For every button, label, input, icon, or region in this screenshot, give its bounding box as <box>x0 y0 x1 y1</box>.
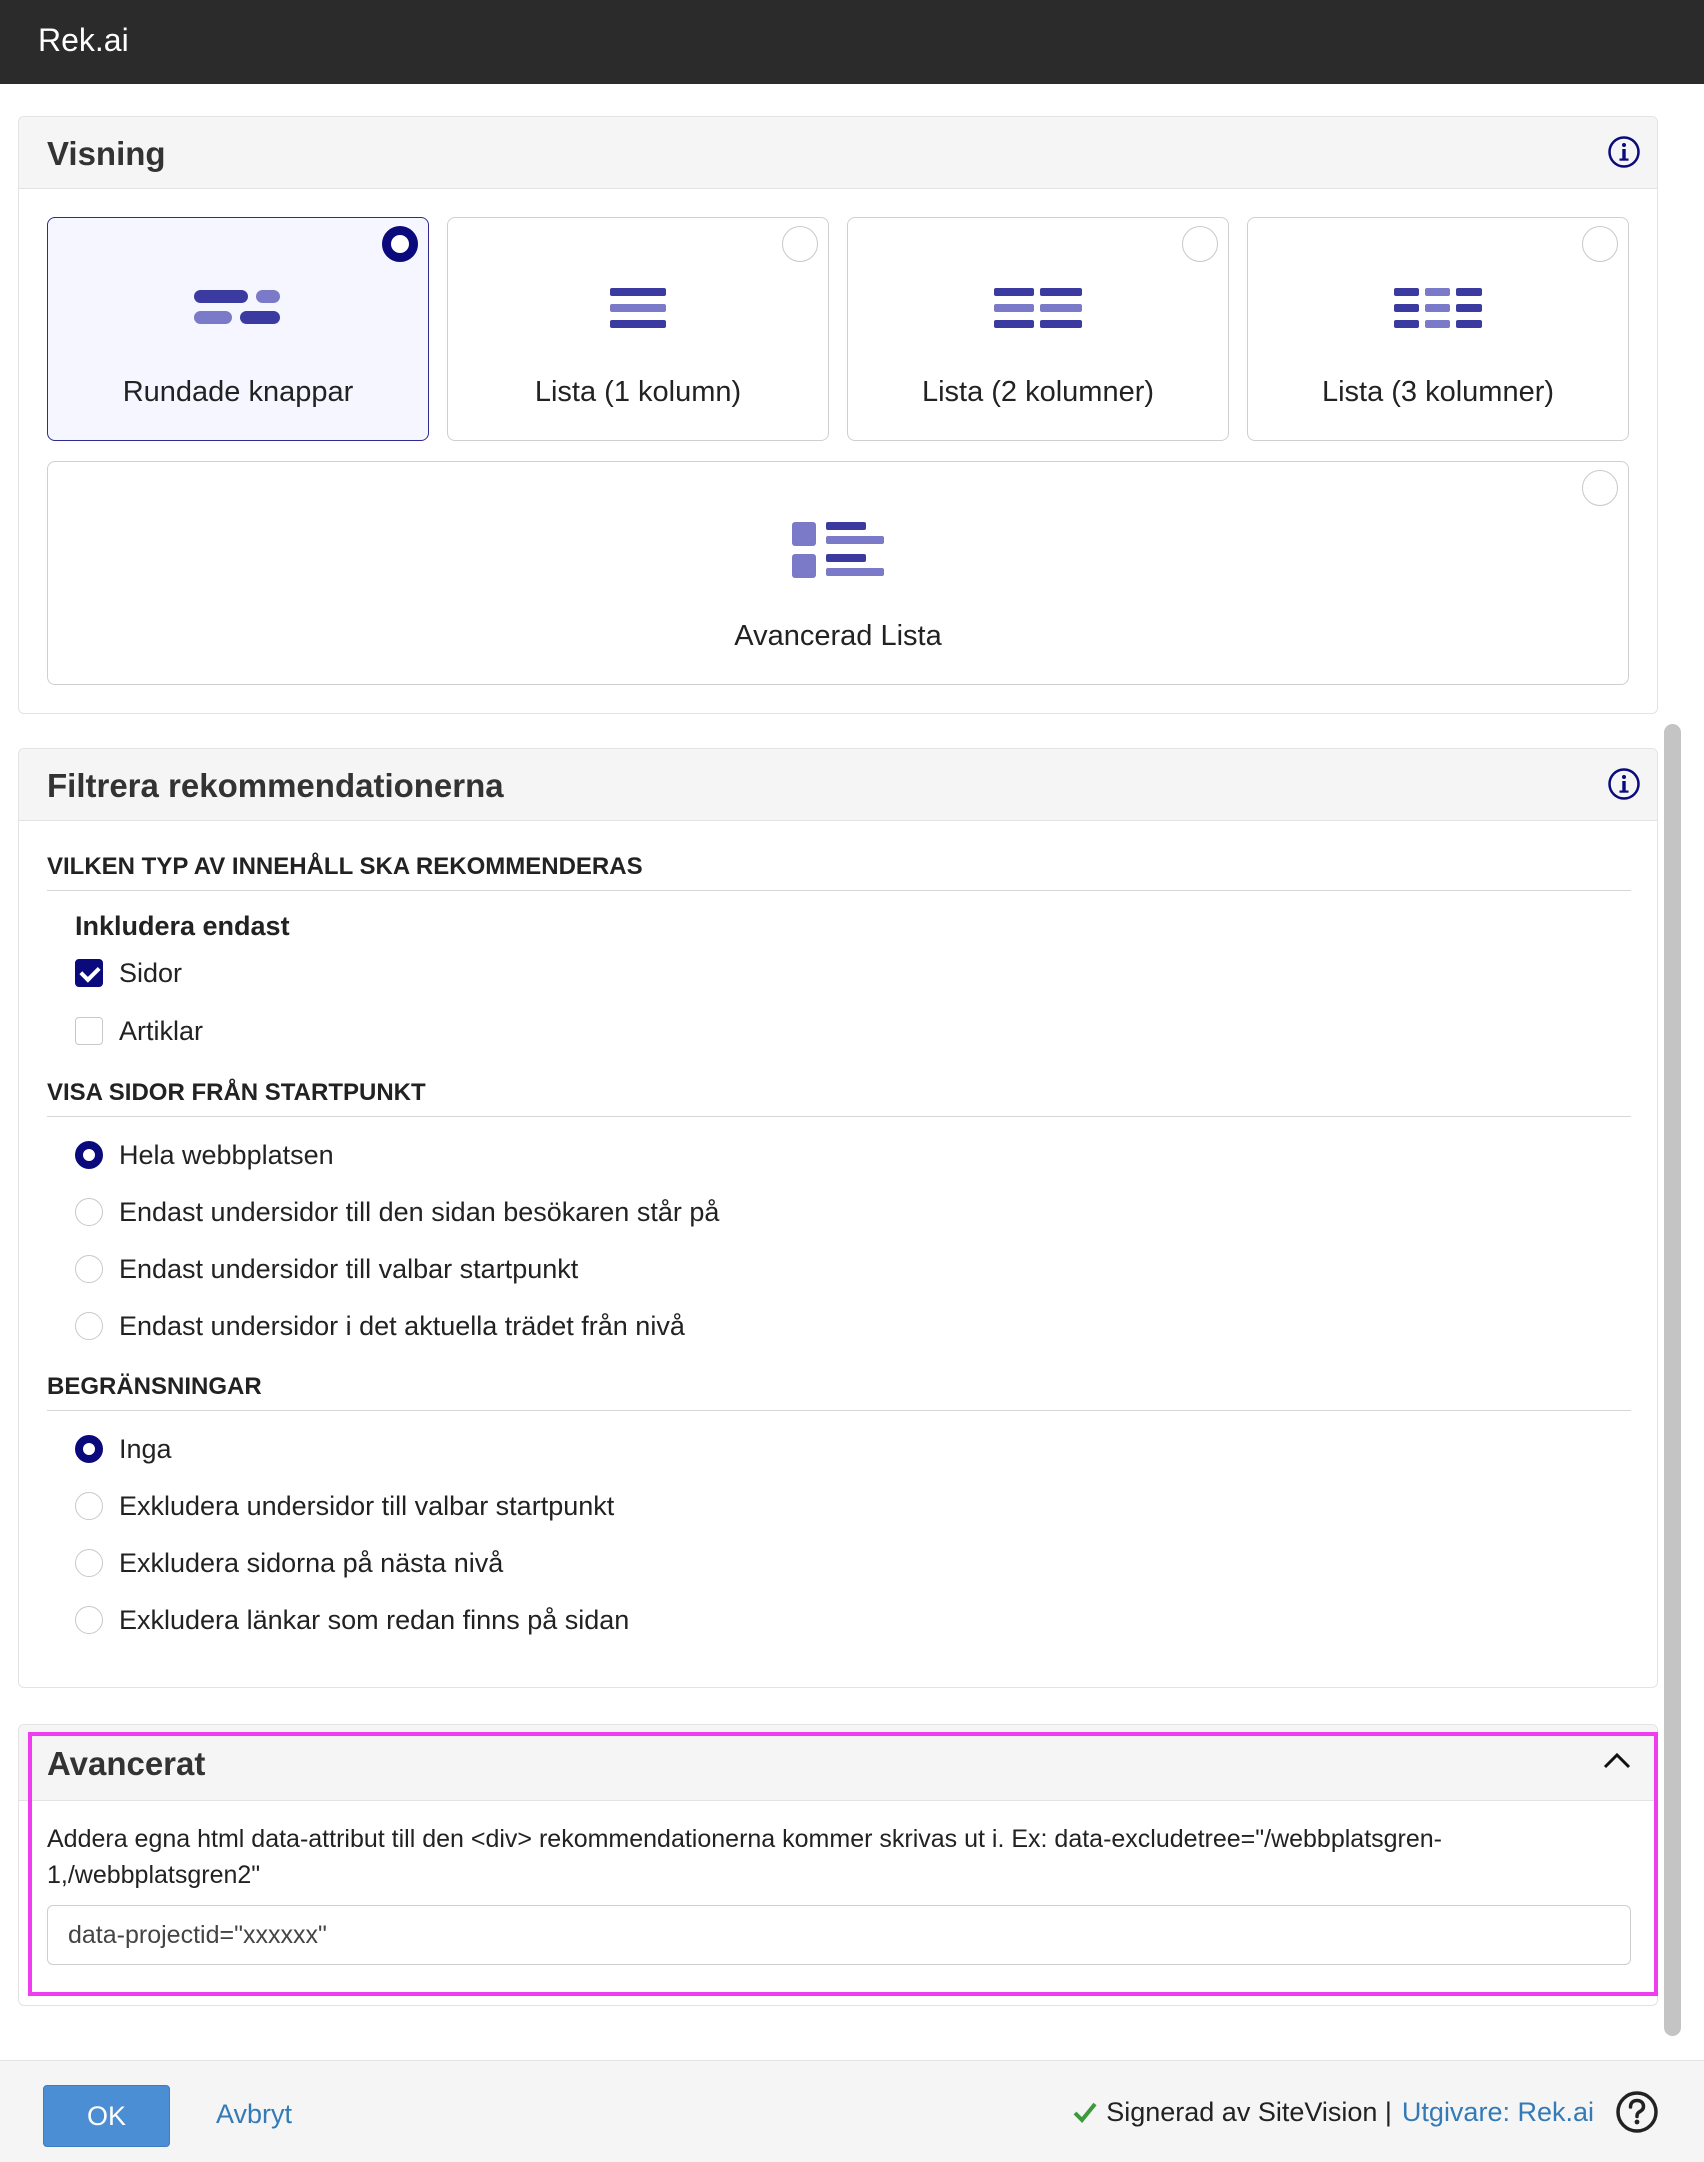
option-label: Lista (3 kolumner) <box>1321 376 1555 408</box>
radio-hela-webbplatsen[interactable] <box>75 1137 334 1173</box>
visning-panel <box>18 116 1658 714</box>
radio-unselected[interactable] <box>75 1606 103 1634</box>
checkbox-checked[interactable] <box>75 959 103 987</box>
list-one-column-icon <box>610 286 666 332</box>
layout-option-lista-1-kolumn[interactable] <box>447 217 829 441</box>
radio-unselected[interactable] <box>75 1549 103 1577</box>
app-title: Rek.ai <box>38 22 129 58</box>
advanced-panel <box>18 1724 1658 2006</box>
radio-exkludera-lankar[interactable] <box>75 1602 629 1638</box>
option-label: Lista (1 kolumn) <box>534 376 742 408</box>
radio-undersidor-besokaren[interactable] <box>75 1194 719 1230</box>
option-radio[interactable] <box>1182 226 1218 262</box>
radio-label: Exkludera sidorna på nästa nivå <box>119 1547 504 1578</box>
radio-unselected[interactable] <box>75 1198 103 1226</box>
radio-label: Exkludera undersidor till valbar startpunkt <box>119 1490 615 1521</box>
radio-exkludera-undersidor[interactable] <box>75 1488 614 1524</box>
radio-unselected[interactable] <box>75 1255 103 1283</box>
ok-button[interactable]: OK <box>43 2085 170 2147</box>
option-label: Lista (2 kolumner) <box>921 376 1155 408</box>
radio-selected[interactable] <box>75 1435 103 1463</box>
signed-by-text: Signerad av SiteVision | <box>1106 2096 1392 2127</box>
advanced-description: Addera egna html data-attribut till den <div> rekommendationerna kommer skrivas ut i. Ex: data-excludetree="/webbplatsgren-1,/webbplatsgren2" <box>47 1825 1443 1889</box>
rounded-buttons-icon <box>194 288 282 328</box>
radio-label: Endast undersidor till valbar startpunkt <box>119 1253 579 1284</box>
advanced-title: Avancerat <box>47 1745 206 1782</box>
dialog-content <box>0 84 1704 2060</box>
filter-panel <box>18 748 1658 1688</box>
radio-selected[interactable] <box>75 1141 103 1169</box>
limits-heading: BEGRÄNSNINGAR <box>47 1373 1631 1411</box>
radio-unselected[interactable] <box>75 1492 103 1520</box>
layout-option-lista-2-kolumner[interactable] <box>847 217 1229 441</box>
option-label: Avancerad Lista <box>734 620 942 652</box>
layout-option-avancerad-lista[interactable] <box>47 461 1629 685</box>
scrollbar-thumb[interactable] <box>1664 724 1681 2036</box>
option-radio[interactable] <box>1582 226 1618 262</box>
radio-undersidor-tradet[interactable] <box>75 1308 685 1344</box>
chevron-up-icon[interactable] <box>1601 1745 1633 1777</box>
checkbox-label: Sidor <box>119 957 183 988</box>
list-two-columns-icon <box>994 286 1082 332</box>
option-radio[interactable] <box>382 226 418 262</box>
radio-inga[interactable] <box>75 1431 172 1467</box>
info-icon[interactable] <box>1607 767 1641 801</box>
visning-panel-header <box>19 117 1657 189</box>
checkmark-icon <box>1072 2099 1098 2125</box>
content-type-heading: VILKEN TYP AV INNEHÅLL SKA REKOMMENDERAS <box>47 853 1631 891</box>
help-icon[interactable] <box>1614 2089 1660 2135</box>
option-label: Rundade knappar <box>122 376 354 408</box>
radio-undersidor-valbar[interactable] <box>75 1251 578 1287</box>
checkbox-unchecked[interactable] <box>75 1017 103 1045</box>
layout-option-lista-3-kolumner[interactable] <box>1247 217 1629 441</box>
checkbox-artiklar[interactable] <box>75 1013 203 1049</box>
radio-label: Inga <box>119 1433 172 1464</box>
advanced-panel-header[interactable] <box>19 1725 1657 1801</box>
list-three-columns-icon <box>1394 286 1482 332</box>
radio-label: Exkludera länkar som redan finns på sidan <box>119 1604 630 1635</box>
title-bar <box>0 0 1704 84</box>
publisher-link[interactable]: Utgivare: Rek.ai <box>1401 2096 1594 2127</box>
visning-title: Visning <box>47 135 166 172</box>
option-radio[interactable] <box>782 226 818 262</box>
dialog-footer <box>0 2060 1704 2162</box>
radio-label: Endast undersidor i det aktuella trädet från nivå <box>119 1310 685 1341</box>
advanced-list-icon <box>792 520 884 582</box>
startpoint-heading: VISA SIDOR FRÅN STARTPUNKT <box>47 1079 1631 1117</box>
radio-unselected[interactable] <box>75 1312 103 1340</box>
filter-panel-header <box>19 749 1657 821</box>
radio-exkludera-nasta-niva[interactable] <box>75 1545 503 1581</box>
checkbox-sidor[interactable] <box>75 955 182 991</box>
option-radio[interactable] <box>1582 470 1618 506</box>
radio-label: Hela webbplatsen <box>119 1139 334 1170</box>
data-attributes-input[interactable] <box>47 1905 1631 1965</box>
radio-label: Endast undersidor till den sidan besökaren står på <box>119 1196 720 1227</box>
checkbox-label: Artiklar <box>119 1015 204 1046</box>
cancel-link[interactable]: Avbryt <box>216 2099 293 2129</box>
signature-info <box>1072 2087 1660 2137</box>
include-only-label: Inkludera endast <box>75 911 290 941</box>
layout-option-rundade-knappar[interactable] <box>47 217 429 441</box>
filter-title: Filtrera rekommendationerna <box>47 767 504 804</box>
info-icon[interactable] <box>1607 135 1641 169</box>
